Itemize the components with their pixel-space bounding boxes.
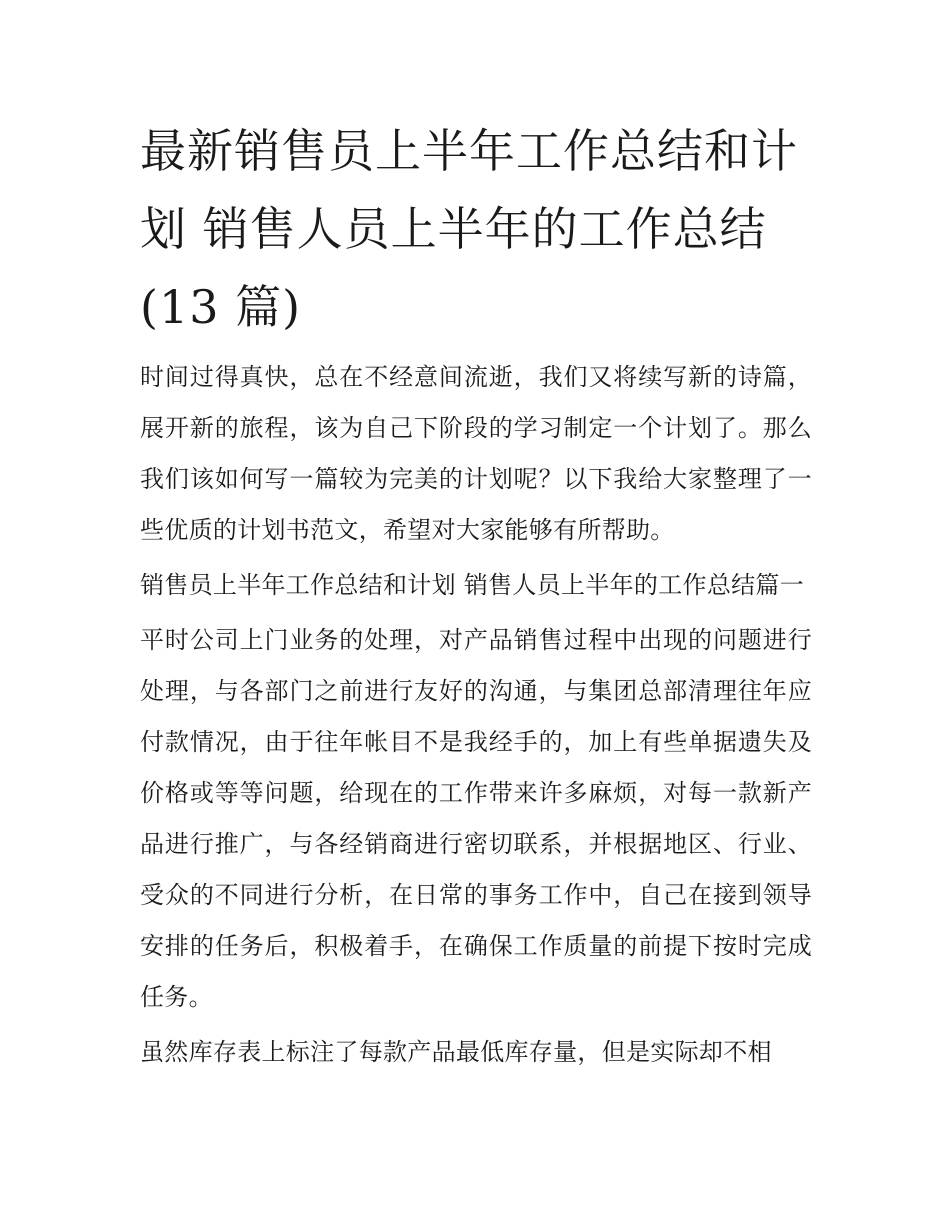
document-title: 最新销售员上半年工作总结和计划 销售人员上半年的工作总结(13 篇) <box>140 124 798 334</box>
document-page <box>140 112 812 1078</box>
section-heading: 销售员上半年工作总结和计划 销售人员上半年的工作总结篇一 <box>140 571 805 599</box>
intro-paragraph: 时间过得真快，总在不经意间流逝，我们又将续写新的诗篇，展开新的旅程，该为自己下阶段的学习制定一个计划了。那么我们该如何写一篇较为完美的计划呢？以下我给大家整理了一些优质的计划书范文，希望对大家能够有所帮助。 <box>140 363 812 544</box>
body-paragraph-1: 平时公司上门业务的处理，对产品销售过程中出现的问题进行处理，与各部门之前进行友好的沟通，与集团总部清理往年应付款情况，由于往年帐目不是我经手的，加上有些单据遗失及价格或等等问题，给现在的工作带来许多麻烦，对每一款新产品进行推广，与各经销商进行密切联系，并根据地区、行业、受众的不同进行分析，在日常的事务工作中，自己在接到领导安排的任务后，积极着手，在确保工作质量的前提下按时完成任务。 <box>140 626 812 1011</box>
body-paragraph-2: 虽然库存表上标注了每款产品最低库存量，但是实际却不相 <box>140 1038 772 1066</box>
